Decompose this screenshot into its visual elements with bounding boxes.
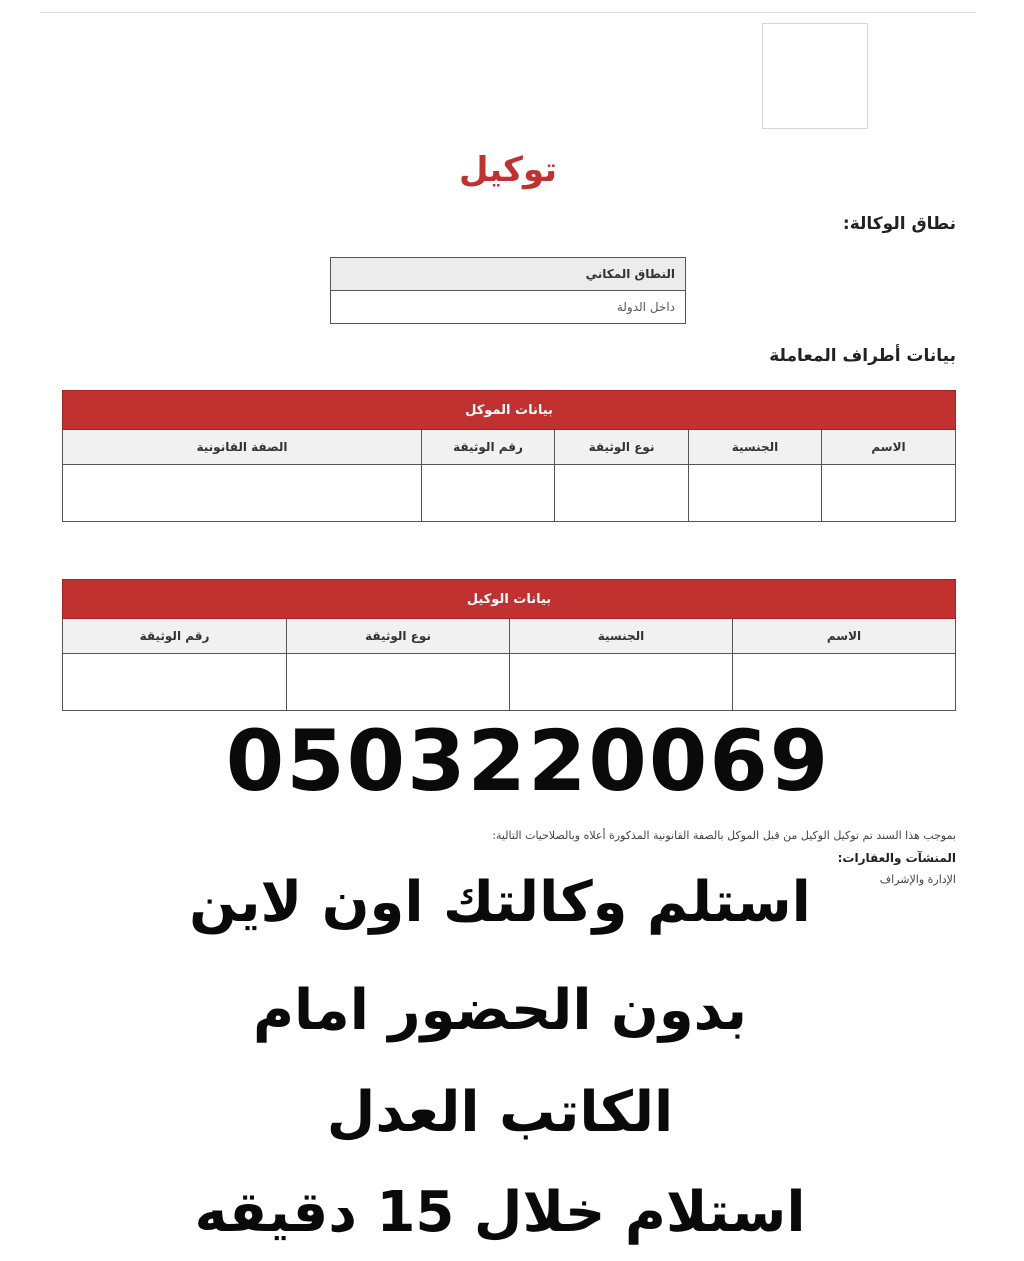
scope-table: [330, 257, 686, 324]
parties-label: بيانات أطراف المعاملة: [769, 346, 956, 366]
principal-banner: بيانات الموكل: [63, 391, 956, 430]
principal-cell: [822, 465, 956, 522]
agent-cell: [287, 654, 510, 711]
principal-cell: [422, 465, 555, 522]
document-title: توكيل: [458, 150, 558, 190]
principal-cell: [63, 465, 422, 522]
agent-cell: [63, 654, 287, 711]
principal-col-doc-type: نوع الوثيقة: [555, 430, 689, 465]
scope-label: نطاق الوكالة:: [842, 214, 956, 234]
promo-line-2: بدون الحضور امام: [252, 978, 748, 1043]
principal-col-name: الاسم: [822, 430, 956, 465]
category-label: المنشآت والعقارات:: [837, 851, 956, 865]
agent-cell: [733, 654, 956, 711]
principal-col-doc-number: رقم الوثيقة: [422, 430, 555, 465]
logo-placeholder: [762, 23, 868, 129]
agent-table: [62, 579, 956, 711]
principal-col-nationality: الجنسية: [689, 430, 822, 465]
promo-line-1: استلم وكالتك اون لاين: [189, 870, 811, 935]
scope-value: داخل الدولة: [331, 291, 686, 324]
agent-cell: [510, 654, 733, 711]
category-item: الإدارة والإشراف: [879, 873, 956, 886]
phone-number: 0503220069: [225, 712, 831, 810]
promo-line-4: استلام خلال 15 دقيقه: [194, 1180, 806, 1245]
scope-header: النطاق المكاني: [331, 258, 686, 291]
principal-col-legal-capacity: الصفة القانونية: [63, 430, 422, 465]
agent-col-doc-number: رقم الوثيقة: [63, 619, 287, 654]
principal-cell: [689, 465, 822, 522]
agent-col-nationality: الجنسية: [510, 619, 733, 654]
agent-col-doc-type: نوع الوثيقة: [287, 619, 510, 654]
promo-line-3: الكاتب العدل: [326, 1080, 674, 1145]
agent-col-name: الاسم: [733, 619, 956, 654]
principal-cell: [555, 465, 689, 522]
principal-table: [62, 390, 956, 522]
authorization-clause: بموجب هذا السند تم توكيل الوكيل من قبل الموكل بالصفة القانونية المذكورة أعلاه وبالصلاحيات التالية:: [492, 829, 956, 842]
agent-banner: بيانات الوكيل: [63, 580, 956, 619]
top-divider: [40, 12, 976, 13]
